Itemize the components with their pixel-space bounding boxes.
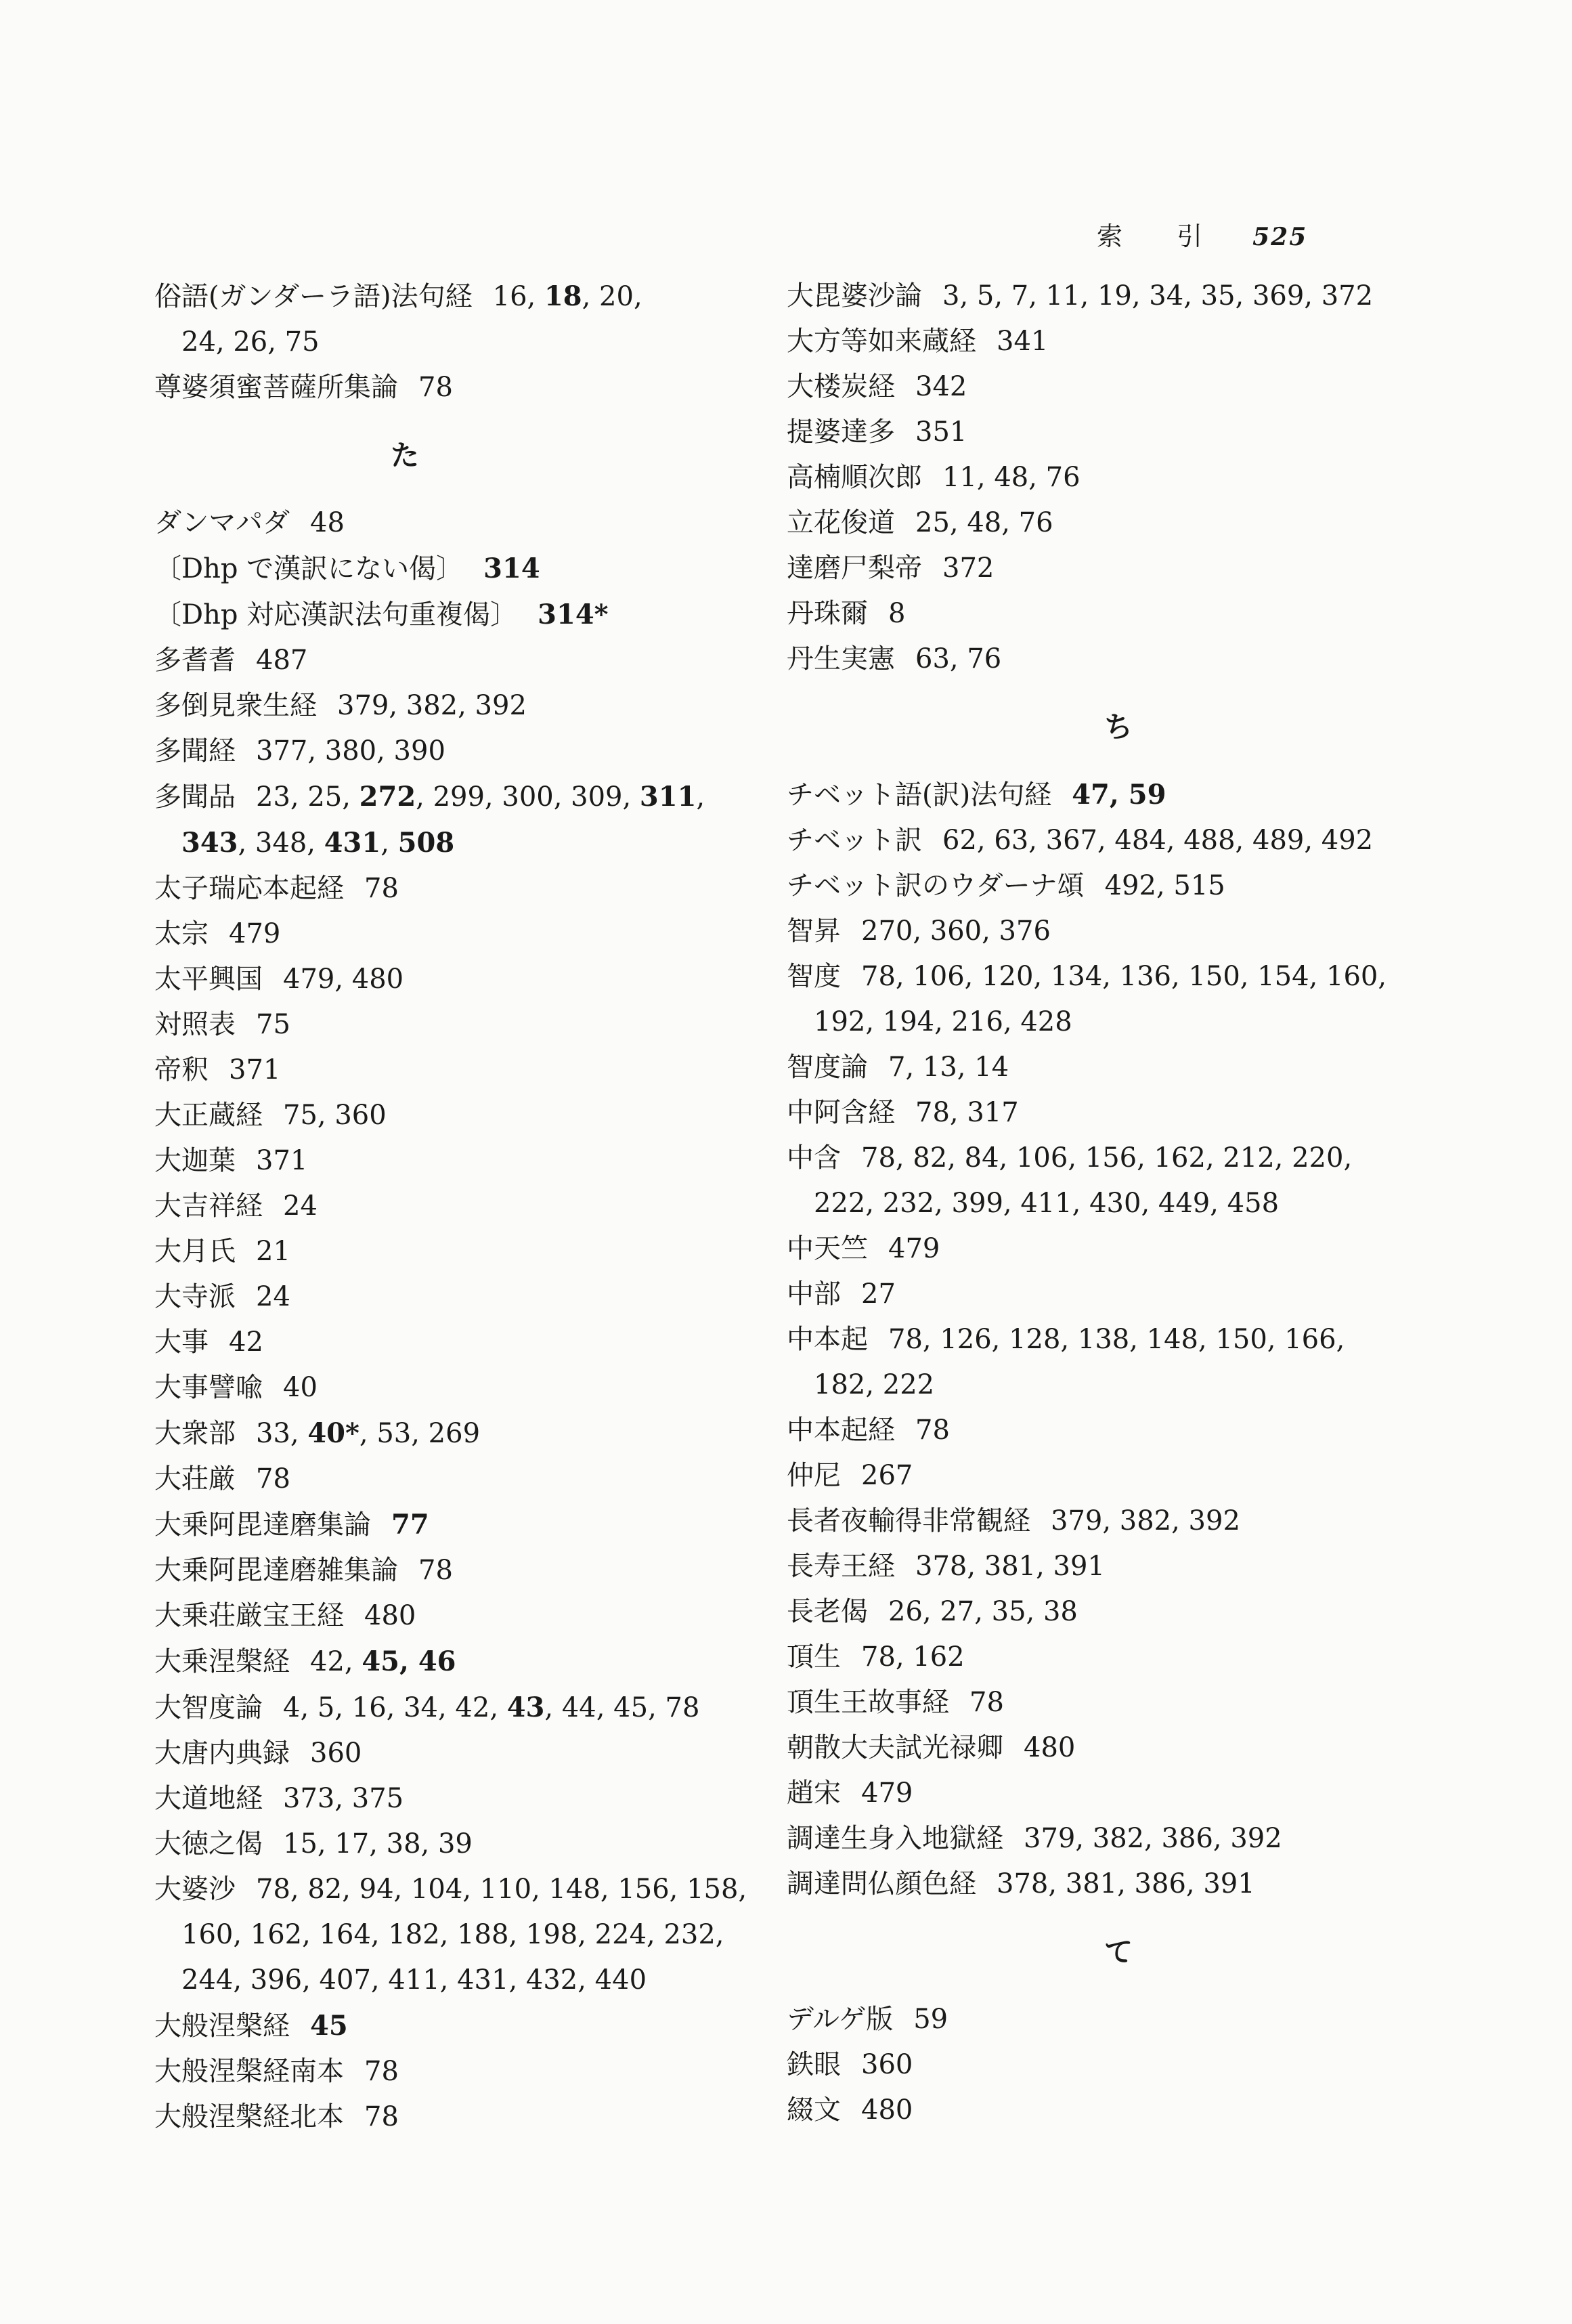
entry-pages: 360	[310, 1738, 362, 1769]
entry-pages: 4, 5, 16, 34, 42,	[283, 1692, 507, 1723]
entry-term: 中含	[787, 1142, 841, 1174]
entry-term: チベット訳のウダーナ頌	[787, 870, 1085, 901]
entry-pages: ,	[380, 827, 398, 859]
page-number: 525	[1252, 223, 1308, 251]
entry-continuation	[154, 820, 737, 866]
entry-term: 大婆沙	[154, 1874, 236, 1905]
index-entry	[154, 1093, 737, 1138]
entry-pages: 379, 382, 392	[337, 690, 527, 721]
index-entry	[787, 772, 1382, 818]
entry-term: 大正蔵経	[154, 1100, 263, 1131]
entry-term: 大乗阿毘達磨雑集論	[154, 1555, 398, 1586]
entry-pages: 78	[418, 1555, 453, 1586]
entry-pages: 492, 515	[1104, 870, 1225, 901]
entry-term: 大月氏	[154, 1236, 236, 1267]
entry-continuation: 192, 194, 216, 428	[814, 1006, 1072, 1037]
entry-term: 達磨尸梨帝	[787, 553, 922, 584]
index-entry	[787, 863, 1382, 909]
entry-term: 大毘婆沙論	[787, 280, 922, 311]
entry-term: 太宗	[154, 918, 209, 949]
entry-term: 大事	[154, 1327, 209, 1358]
entry-pages: 78	[364, 2101, 399, 2132]
entry-pages: 78, 82, 94, 104, 110, 148, 156, 158,	[256, 1874, 747, 1905]
entry-pages: 15, 17, 38, 39	[283, 1828, 473, 1859]
index-entry	[154, 729, 737, 774]
entry-pages: 27	[861, 1278, 896, 1310]
entry-term: 智度論	[787, 1052, 868, 1083]
entry-pages-bold: 314	[483, 553, 540, 584]
entry-pages: 78, 162	[861, 1641, 965, 1673]
entry-pages: 3, 5, 7, 11, 19, 34, 35, 369, 372	[942, 280, 1374, 311]
entry-pages: 42,	[310, 1646, 362, 1677]
entry-term: 大迦葉	[154, 1145, 236, 1176]
entry-pages: 360	[861, 2049, 913, 2080]
index-entry	[154, 1457, 737, 1502]
entry-pages: 479	[888, 1233, 940, 1264]
index-entry	[787, 455, 1382, 500]
entry-term: 大荘厳	[154, 1463, 236, 1494]
entry-term: 大乗阿毘達磨集論	[154, 1509, 371, 1541]
entry-term: 智昇	[787, 916, 841, 947]
entry-term: 調達生身入地獄経	[787, 1823, 1003, 1854]
entry-pages: 78, 126, 128, 138, 148, 150, 166,	[888, 1324, 1345, 1355]
entry-term: 太子瑞応本起経	[154, 873, 344, 904]
index-entry	[787, 319, 1382, 364]
index-entry	[154, 592, 737, 638]
entry-term: 大道地経	[154, 1783, 263, 1814]
entry-pages: 342	[915, 371, 967, 402]
entry-term: 俗語(ガンダーラ語)法句経	[154, 281, 473, 312]
entry-pages: 479	[861, 1778, 913, 1809]
entry-pages: , 299, 300, 309,	[416, 781, 640, 813]
entry-term: 大方等如来蔵経	[787, 326, 976, 357]
index-entry	[787, 637, 1382, 682]
entry-pages: 78, 317	[915, 1097, 1019, 1128]
index-entry	[787, 1453, 1382, 1499]
entry-pages: 78	[418, 372, 453, 403]
entry-pages-bold: 272	[359, 781, 416, 813]
entry-term: 太平興国	[154, 964, 263, 995]
entry-term: 大般涅槃経	[154, 2010, 290, 2042]
entry-term: 多聞経	[154, 735, 236, 767]
index-entry	[154, 1502, 737, 1548]
index-entry	[154, 1776, 737, 1822]
index-entry	[787, 500, 1382, 546]
entry-pages: 480	[1024, 1732, 1076, 1763]
index-entry	[154, 1639, 737, 1685]
entry-pages: 479, 480	[283, 964, 404, 995]
entry-term: 長寿王経	[787, 1551, 895, 1582]
index-entry	[787, 1408, 1382, 1453]
left-column	[154, 274, 747, 2140]
entry-term: 中本起	[787, 1324, 868, 1355]
index-entry	[154, 365, 737, 410]
entry-term: 大乗荘厳宝王経	[154, 1600, 344, 1631]
entry-term: 調達問仏顔色経	[787, 1868, 976, 1899]
entry-pages: 377, 380, 390	[256, 735, 445, 767]
entry-pages: 63, 76	[915, 643, 1002, 674]
entry-pages: 26, 27, 35, 38	[888, 1596, 1078, 1627]
entry-term: 対照表	[154, 1009, 236, 1040]
index-entry	[154, 500, 737, 546]
entry-pages: 341	[997, 326, 1049, 357]
index-entry	[154, 1184, 737, 1229]
index-entry	[787, 1226, 1382, 1272]
index-entry	[787, 1997, 1382, 2042]
index-entry	[787, 1635, 1382, 1680]
index-entry	[154, 683, 737, 729]
index-entry	[154, 1411, 737, 1457]
index-entry	[154, 1593, 737, 1639]
entry-pages-bold: 45	[310, 2010, 348, 2042]
entry-term: 帝釈	[154, 1054, 209, 1085]
entry-pages: 40	[283, 1372, 318, 1403]
entry-term: 中本起経	[787, 1415, 895, 1446]
entry-term: ダンマパダ	[154, 507, 290, 538]
index-entry	[154, 1548, 737, 1593]
entry-pages: 378, 381, 386, 391	[997, 1868, 1255, 1899]
index-entry	[787, 954, 1387, 999]
entry-term: 頂生王故事経	[787, 1687, 949, 1718]
entry-pages: ,	[696, 781, 705, 813]
entry-pages: , 53, 269	[359, 1418, 481, 1449]
index-entry	[787, 1862, 1382, 1907]
entry-term: 趙宋	[787, 1778, 841, 1809]
entry-term: チベット語(訳)法句経	[787, 779, 1052, 811]
entry-term: 大吉祥経	[154, 1190, 263, 1222]
index-entry	[787, 410, 1382, 455]
entry-term: 多耆耆	[154, 645, 236, 676]
entry-pages: 8	[888, 598, 906, 629]
index-entry	[154, 1320, 737, 1365]
index-entry	[787, 274, 1382, 319]
entry-pages: 78, 82, 84, 106, 156, 162, 212, 220,	[861, 1142, 1353, 1174]
entry-pages-bold: 43	[506, 1692, 545, 1723]
index-entry	[787, 1725, 1382, 1771]
entry-pages: 78	[364, 2056, 399, 2087]
entry-pages: 78	[364, 873, 399, 904]
entry-pages: 62, 63, 367, 484, 488, 489, 492	[942, 825, 1374, 856]
index-entry	[787, 818, 1382, 863]
entry-pages: 23, 25,	[256, 781, 359, 813]
entry-term: 中天竺	[787, 1233, 868, 1264]
entry-pages: 59	[913, 2004, 948, 2035]
entry-pages-bold: 18	[544, 280, 582, 312]
index-entry	[154, 1229, 737, 1274]
entry-pages: 48	[310, 507, 345, 538]
entry-term: 提婆達多	[787, 416, 895, 448]
index-entry	[154, 1138, 737, 1184]
entry-term: 丹生実憲	[787, 643, 895, 674]
index-entry	[787, 364, 1382, 410]
entry-term: 大般涅槃経南本	[154, 2056, 344, 2087]
entry-term: 長老偈	[787, 1596, 868, 1627]
entry-pages: 267	[861, 1460, 913, 1491]
entry-pages: 33,	[256, 1418, 308, 1449]
index-entry	[154, 2003, 737, 2049]
section-heading-chi: ち	[1104, 710, 1133, 744]
entry-pages: 487	[256, 645, 308, 676]
entry-term: 綴文	[787, 2094, 841, 2126]
entry-term: チベット訳	[787, 825, 922, 856]
entry-continuation: 244, 396, 407, 411, 431, 432, 440	[181, 1964, 647, 1996]
entry-pages: 373, 375	[283, 1783, 404, 1814]
entry-term: 頂生	[787, 1641, 841, 1673]
index-entry	[787, 1771, 1382, 1816]
entry-pages-bold: 47, 59	[1072, 779, 1166, 811]
index-entry	[154, 911, 737, 957]
index-entry	[787, 1090, 1382, 1136]
index-entry	[154, 2049, 737, 2094]
entry-term: 長者夜輸得非常観経	[787, 1505, 1030, 1536]
index-entry	[154, 957, 737, 1002]
entry-pages: 21	[256, 1236, 290, 1267]
entry-pages-bold: 311	[639, 781, 697, 813]
entry-pages: 16,	[492, 281, 544, 312]
entry-pages: 351	[915, 416, 967, 448]
entry-pages: 379, 382, 386, 392	[1024, 1823, 1282, 1854]
entry-pages-bold: 431	[324, 827, 381, 859]
index-entry	[154, 1822, 737, 1867]
entry-term: 大乗涅槃経	[154, 1646, 290, 1677]
index-entry	[787, 591, 1382, 637]
entry-pages-bold: 508	[397, 827, 455, 859]
entry-term: 中部	[787, 1278, 841, 1310]
entry-pages: 75	[256, 1009, 290, 1040]
entry-pages: , 20,	[582, 281, 642, 312]
entry-pages: 78	[256, 1463, 290, 1494]
entry-pages: 479	[229, 918, 281, 949]
entry-term: 大徳之偈	[154, 1828, 263, 1859]
entry-pages: 371	[256, 1145, 308, 1176]
entry-term: 丹珠爾	[787, 598, 868, 629]
entry-term: 〔Dhp で漢訳にない偈〕	[154, 553, 464, 584]
index-entry	[787, 1045, 1382, 1090]
entry-pages: 78	[969, 1687, 1004, 1718]
entry-term: 大唐内典録	[154, 1738, 290, 1769]
entry-pages: 24	[283, 1190, 318, 1222]
entry-pages: 480	[861, 2094, 913, 2126]
entry-continuation: 24, 26, 75	[181, 326, 320, 358]
index-entry	[787, 1680, 1382, 1725]
index-entry	[787, 1499, 1382, 1544]
index-entry	[787, 2042, 1382, 2088]
entry-pages: 11, 48, 76	[942, 462, 1080, 493]
index-entry	[154, 2094, 737, 2140]
index-entry	[154, 1685, 737, 1731]
entry-term: 中阿含経	[787, 1097, 895, 1128]
index-entry	[787, 1272, 1382, 1317]
index-entry	[787, 1317, 1382, 1362]
entry-pages: 378, 381, 391	[915, 1551, 1105, 1582]
entry-continuation: 222, 232, 399, 411, 430, 449, 458	[814, 1188, 1280, 1219]
entry-term: 朝散大夫試光禄卿	[787, 1732, 1003, 1763]
index-entry	[787, 1544, 1382, 1589]
index-entry	[154, 274, 737, 320]
entry-pages-bold: 314*	[538, 599, 609, 630]
entry-term: 尊婆須蜜菩薩所集論	[154, 372, 398, 403]
entry-pages: 371	[229, 1054, 281, 1085]
entry-pages: 480	[364, 1600, 416, 1631]
entry-pages: 24	[256, 1281, 290, 1312]
index-entry	[154, 546, 737, 592]
index-entry	[154, 1365, 737, 1411]
index-entry	[787, 1816, 1382, 1862]
entry-pages: 7, 13, 14	[888, 1052, 1009, 1083]
index-entry	[154, 638, 737, 683]
entry-pages: , 348,	[238, 827, 324, 859]
index-entry	[787, 909, 1382, 954]
section-heading-ta: た	[390, 439, 419, 472]
entry-term: 大寺派	[154, 1281, 236, 1312]
section-heading-te: て	[1104, 1935, 1133, 1968]
index-entry	[154, 774, 737, 820]
entry-term: 多聞品	[154, 781, 236, 813]
entry-term: 大衆部	[154, 1418, 236, 1449]
entry-term: 高楠順次郎	[787, 462, 922, 493]
entry-pages: 25, 48, 76	[915, 507, 1053, 538]
entry-pages: 270, 360, 376	[861, 916, 1051, 947]
entry-continuation: 160, 162, 164, 182, 188, 198, 224, 232,	[181, 1919, 724, 1950]
index-entry	[787, 2088, 1382, 2133]
entry-pages: 372	[942, 553, 995, 584]
index-label: 索 引	[1097, 221, 1226, 251]
entry-term: 鉄眼	[787, 2049, 841, 2080]
index-entry	[154, 1274, 737, 1320]
entry-pages-bold: 45, 46	[362, 1645, 456, 1677]
entry-term: 〔Dhp 対応漢訳法句重複偈〕	[154, 599, 518, 630]
entry-term: 大智度論	[154, 1692, 263, 1723]
entry-pages-bold: 77	[391, 1509, 429, 1541]
index-entry	[787, 1589, 1382, 1635]
entry-continuation: 182, 222	[814, 1369, 935, 1400]
entry-term: 大楼炭経	[787, 371, 895, 402]
entry-pages-bold: 40*	[307, 1417, 359, 1449]
index-entry	[154, 1002, 737, 1048]
entry-term: 大事譬喩	[154, 1372, 263, 1403]
entry-term: 多倒見衆生経	[154, 690, 317, 721]
running-header	[1097, 215, 1307, 253]
entry-pages: 75, 360	[283, 1100, 387, 1131]
entry-pages: 78, 106, 120, 134, 136, 150, 154, 160,	[861, 961, 1387, 992]
index-entry	[787, 546, 1382, 591]
entry-pages: 78	[915, 1415, 950, 1446]
index-entry	[154, 1731, 737, 1776]
index-entry	[154, 1867, 747, 1912]
right-column	[787, 274, 1387, 2133]
entry-pages-bold: 343	[181, 827, 238, 859]
entry-term: 智度	[787, 961, 841, 992]
entry-pages: 379, 382, 392	[1051, 1505, 1240, 1536]
entry-term: 仲尼	[787, 1460, 841, 1491]
entry-term: 大般涅槃経北本	[154, 2101, 344, 2132]
index-entry	[154, 1048, 737, 1093]
entry-term: デルゲ版	[787, 2004, 894, 2035]
entry-term: 立花俊道	[787, 507, 895, 538]
entry-pages: 42	[229, 1327, 263, 1358]
entry-pages: , 44, 45, 78	[544, 1692, 700, 1723]
index-entry	[787, 1136, 1382, 1181]
index-entry	[154, 866, 737, 911]
